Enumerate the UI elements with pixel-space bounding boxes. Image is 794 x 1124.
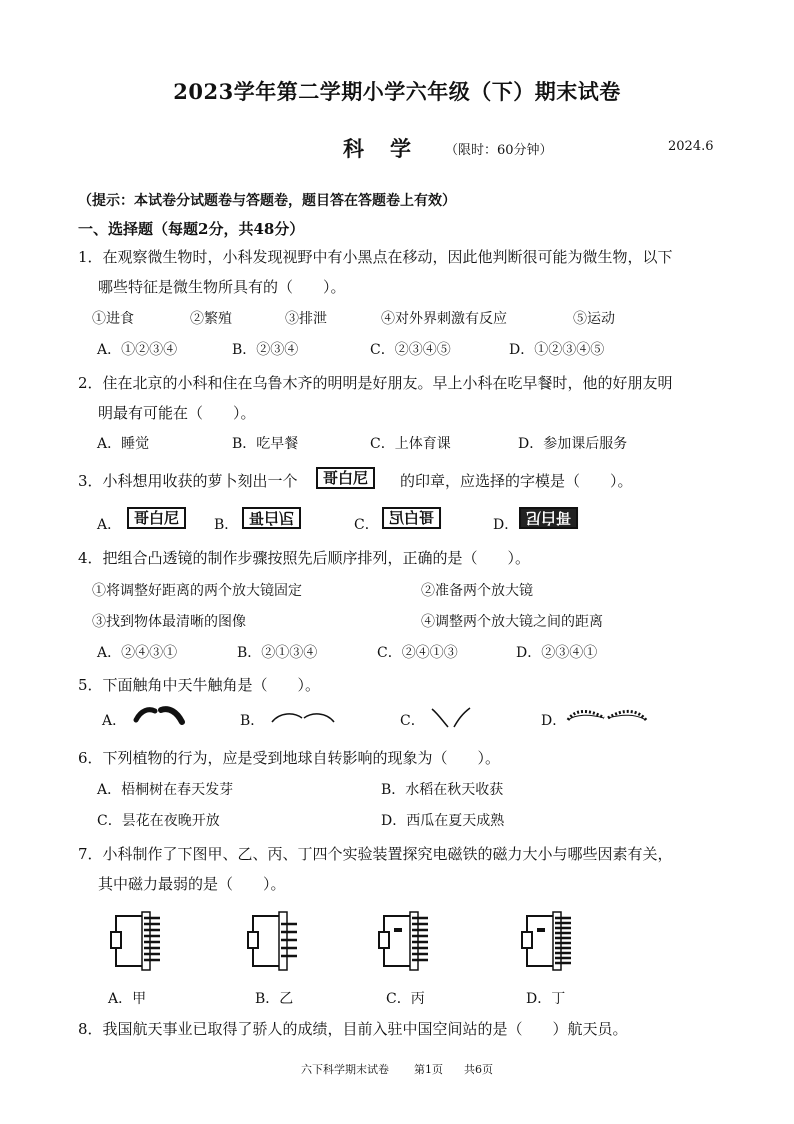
electromagnet-icon[interactable] — [382, 910, 436, 972]
q3-option-b-stamp[interactable] — [242, 507, 301, 529]
q4-item: ③找到物体最清晰的图像 — [92, 614, 246, 630]
q3-option-b[interactable]: B． — [214, 517, 239, 533]
exam-date: 2024.6 — [668, 139, 714, 154]
q1-item: ⑤运动 — [573, 311, 615, 327]
stamp-glyph-icon: 哥白尼 — [382, 507, 441, 529]
q2-option-a[interactable]: A．睡觉 — [97, 436, 150, 452]
q3-stem-b: 的印章，应选择的字模是（ ）。 — [400, 472, 633, 490]
q5-option-c[interactable]: C． — [400, 713, 425, 729]
antenna-icon[interactable] — [566, 706, 648, 728]
q1-stem-line1: 1．在观察微生物时，小科发现视野中有小黑点在移动，因此他判断很可能为微生物，以下 — [78, 248, 673, 266]
stamp-glyph-icon: 哥白尼 — [519, 507, 578, 529]
q5-option-a[interactable]: A． — [102, 713, 127, 729]
q2-option-b[interactable]: B．吃早餐 — [232, 436, 299, 452]
q4-option-a[interactable]: A．②④③① — [97, 645, 178, 661]
q8-stem-line1: 8．我国航天事业已取得了骄人的成绩，目前入驻中国空间站的是（ ）航天员。 — [78, 1020, 628, 1038]
q4-stem-line1: 4．把组合凸透镜的制作步骤按照先后顺序排列，正确的是（ ）。 — [78, 549, 531, 567]
electromagnet-icon[interactable] — [251, 910, 305, 972]
q2-option-c[interactable]: C．上体育课 — [370, 436, 451, 452]
q1-item: ②繁殖 — [190, 311, 232, 327]
antenna-icon[interactable] — [430, 706, 472, 730]
exam-hint: （提示：本试卷分试题卷与答题卷，题目答在答题卷上有效） — [78, 193, 456, 209]
q6-option-a[interactable]: A．梧桐树在春天发芽 — [97, 782, 234, 798]
q2-stem-line2: 明最有可能在（ ）。 — [98, 404, 256, 422]
section-title: 一、选择题（每题2分，共48分） — [78, 220, 305, 238]
q7-stem-line2: 其中磁力最弱的是（ ）。 — [98, 875, 286, 893]
q3-option-c[interactable]: C． — [354, 517, 379, 533]
q1-option-c[interactable]: C．②③④⑤ — [370, 342, 451, 358]
antenna-icon[interactable] — [133, 704, 185, 728]
q4-option-d[interactable]: D．②③④① — [516, 645, 598, 661]
q4-item: ①将调整好距离的两个放大镜固定 — [92, 583, 302, 599]
q4-item: ④调整两个放大镜之间的距离 — [421, 614, 603, 630]
q3-option-a[interactable]: A． — [97, 517, 122, 533]
stamp-glyph-icon: 哥白尼 — [316, 467, 375, 489]
q3-option-d[interactable]: D． — [493, 517, 519, 533]
q4-item: ②准备两个放大镜 — [421, 583, 533, 599]
q5-option-b[interactable]: B． — [240, 713, 265, 729]
q2-option-d[interactable]: D．参加课后服务 — [518, 436, 628, 452]
q4-option-c[interactable]: C．②④①③ — [377, 645, 458, 661]
q1-item: ③排泄 — [285, 311, 327, 327]
q1-item: ④对外界刺激有反应 — [381, 311, 507, 327]
electromagnet-icon[interactable] — [525, 910, 579, 972]
stamp-glyph-icon: 哥白尼 — [242, 507, 301, 529]
q4-option-b[interactable]: B．②①③④ — [237, 645, 318, 661]
footer-total: 共6页 — [464, 1063, 493, 1076]
q1-option-d[interactable]: D．①②③④⑤ — [509, 342, 605, 358]
q5-stem-line1: 5．下面触角中天牛触角是（ ）。 — [78, 676, 321, 694]
exam-title: 2023学年第二学期小学六年级（下）期末试卷 — [173, 79, 621, 104]
q6-option-c[interactable]: C．昙花在夜晚开放 — [97, 813, 220, 829]
q3-option-d-stamp[interactable] — [519, 507, 578, 529]
q2-stem-line1: 2．住在北京的小科和住在乌鲁木齐的明明是好朋友。早上小科在吃早餐时，他的好朋友明 — [78, 374, 673, 392]
antenna-icon[interactable] — [270, 710, 336, 726]
q1-option-a[interactable]: A．①②③④ — [97, 342, 178, 358]
time-limit: （限时：60分钟） — [445, 143, 553, 158]
q1-item: ①进食 — [92, 311, 134, 327]
q7-option-d[interactable]: D．丁 — [526, 991, 566, 1007]
page-footer — [0, 1061, 794, 1077]
q3-stem-a: 3．小科想用收获的萝卜刻出一个 — [78, 472, 298, 490]
q1-stem-line2: 哪些特征是微生物所具有的（ ）。 — [98, 278, 346, 296]
q3-stamp-sample — [316, 467, 375, 489]
q1-option-b[interactable]: B．②③④ — [232, 342, 299, 358]
q6-option-d[interactable]: D．西瓜在夏天成熟 — [381, 813, 505, 829]
q6-option-b[interactable]: B．水稻在秋天收获 — [381, 782, 504, 798]
q7-stem-line1: 7．小科制作了下图甲、乙、丙、丁四个实验装置探究电磁铁的磁力大小与哪些因素有关， — [78, 845, 673, 863]
electromagnet-icon[interactable] — [114, 910, 168, 972]
q3-option-c-stamp[interactable] — [382, 507, 441, 529]
q7-option-a[interactable]: A．甲 — [108, 991, 147, 1007]
stamp-glyph-icon: 哥白尼 — [127, 507, 186, 529]
q7-option-c[interactable]: C．丙 — [386, 991, 425, 1007]
q5-option-d[interactable]: D． — [541, 713, 567, 729]
footer-page: 第1页 — [414, 1063, 443, 1076]
footer-name: 六下科学期末试卷 — [301, 1063, 389, 1076]
q7-option-b[interactable]: B．乙 — [255, 991, 294, 1007]
q3-option-a-stamp[interactable] — [127, 507, 186, 529]
q6-stem-line1: 6．下列植物的行为，应是受到地球自转影响的现象为（ ）。 — [78, 749, 501, 767]
subject-name: 科学 — [343, 136, 437, 161]
